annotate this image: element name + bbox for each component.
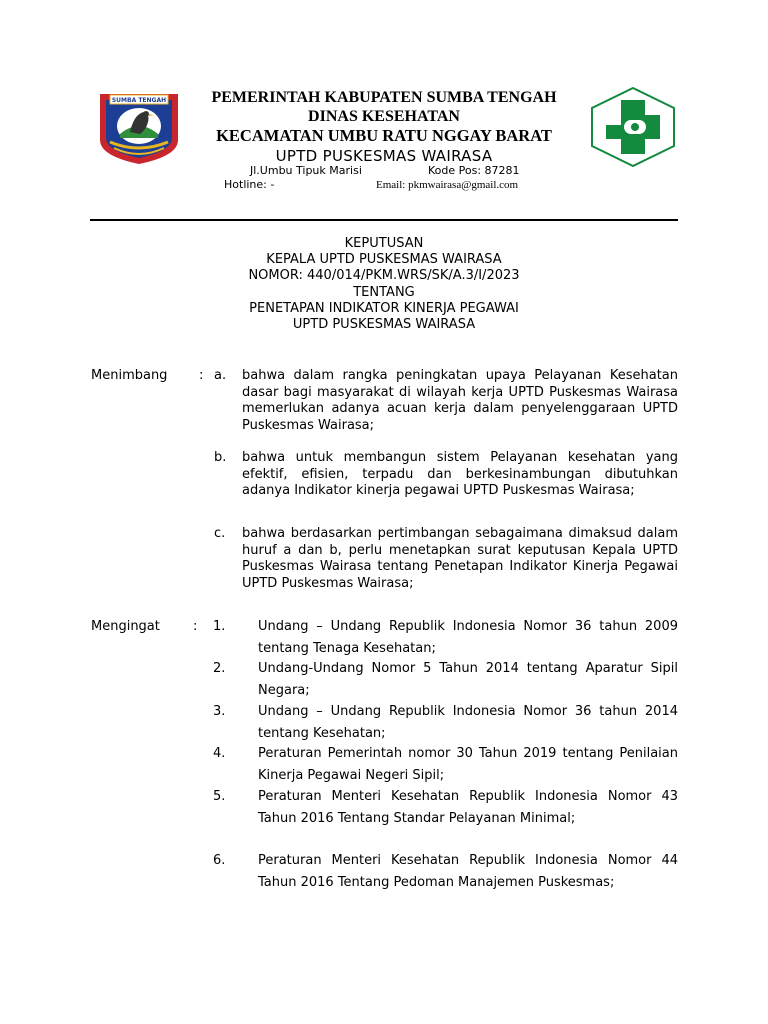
mengingat-marker-3: 3. <box>213 704 226 719</box>
menimbang-marker-b: b. <box>214 450 227 465</box>
letterhead-unit: UPTD PUSKESMAS WAIRASA <box>275 147 493 165</box>
menimbang-marker-c: c. <box>214 526 226 541</box>
mengingat-item-5: Peraturan Menteri Kesehatan Republik Indonesia Nomor 43 Tahun 2016 Tentang Standar Pelayanan Minimal; <box>258 789 678 826</box>
letterhead-email: Email: pkmwairasa@gmail.com <box>376 179 519 191</box>
letterhead-postal-code: Kode Pos: 87281 <box>428 164 520 177</box>
mengingat-item-6: Peraturan Menteri Kesehatan Republik Indonesia Nomor 44 Tahun 2016 Tentang Pedoman Manajemen Puskesmas; <box>258 853 678 890</box>
letterhead-government: PEMERINTAH KABUPATEN SUMBA TENGAH <box>211 89 557 106</box>
letterhead-district: KECAMATAN UMBU RATU NGGAY BARAT <box>216 126 552 145</box>
menimbang-item-b: bahwa untuk membangun sistem Pelayanan kesehatan yang efektif, efisien, terpadu dan berkesinambungan dibutuhkan adanya Indikator kinerja pegawai UPTD Puskesmas Wairasa; <box>242 450 678 498</box>
decree-title-tentang: TENTANG <box>353 284 415 300</box>
mengingat-label: Mengingat <box>91 619 160 634</box>
menimbang-marker-a: a. <box>214 368 227 383</box>
sumba-tengah-emblem-icon <box>96 88 182 166</box>
letterhead-divider <box>90 219 678 221</box>
mengingat-marker-4: 4. <box>213 746 226 761</box>
menimbang-item-c: bahwa berdasarkan pertimbangan sebagaimana dimaksud dalam huruf a dan b, perlu menetapkan surat keputusan Kepala UPTD Puskesmas Wairasa tentang Penetapan Indikator Kinerja Pegawai UPTD Puskesmas Wairasa; <box>242 526 678 591</box>
decree-subject-unit: UPTD PUSKESMAS WAIRASA <box>292 317 476 333</box>
letterhead-agency: DINAS KESEHATAN <box>308 108 460 125</box>
decree-number: NOMOR: 440/014/PKM.WRS/SK/A.3/I/2023 <box>248 268 520 284</box>
decree-title <box>90 236 678 333</box>
letterhead <box>188 88 580 166</box>
menimbang-label: Menimbang <box>91 368 168 383</box>
decree-title-issuer: KEPALA UPTD PUSKESMAS WAIRASA <box>266 252 502 268</box>
puskesmas-logo-icon <box>588 86 678 168</box>
mengingat-marker-5: 5. <box>213 789 226 804</box>
mengingat-item-4: Peraturan Pemerintah nomor 30 Tahun 2019 tentang Penilaian Kinerja Pegawai Negeri Sipil; <box>258 746 678 783</box>
mengingat-item-3: Undang – Undang Republik Indonesia Nomor 36 tahun 2014 tentang Kesehatan; <box>258 704 678 741</box>
letterhead-address: Jl.Umbu Tipuk Marisi <box>250 164 362 177</box>
letterhead-hotline: Hotline: - <box>224 178 275 191</box>
menimbang-item-a: bahwa dalam rangka peningkatan upaya Pelayanan Kesehatan dasar bagi masyarakat di wilayah kerja UPTD Puskesmas Wairasa memerlukan adanya acuan kerja dalam penyelenggaraan UPTD Puskesmas Wairasa; <box>242 368 678 433</box>
mengingat-colon: : <box>193 619 198 634</box>
mengingat-item-2: Undang-Undang Nomor 5 Tahun 2014 tentang Aparatur Sipil Negara; <box>258 661 678 698</box>
mengingat-marker-1: 1. <box>213 619 226 634</box>
mengingat-marker-2: 2. <box>213 661 226 676</box>
decree-subject: PENETAPAN INDIKATOR KINERJA PEGAWAI <box>249 300 519 316</box>
mengingat-item-1: Undang – Undang Republik Indonesia Nomor 36 tahun 2009 tentang Tenaga Kesehatan; <box>258 619 678 656</box>
menimbang-colon: : <box>199 368 204 383</box>
mengingat-marker-6: 6. <box>213 853 226 868</box>
decree-title-keputusan: KEPUTUSAN <box>344 236 424 251</box>
emblem-banner-text: SUMBA TENGAH <box>111 97 167 104</box>
